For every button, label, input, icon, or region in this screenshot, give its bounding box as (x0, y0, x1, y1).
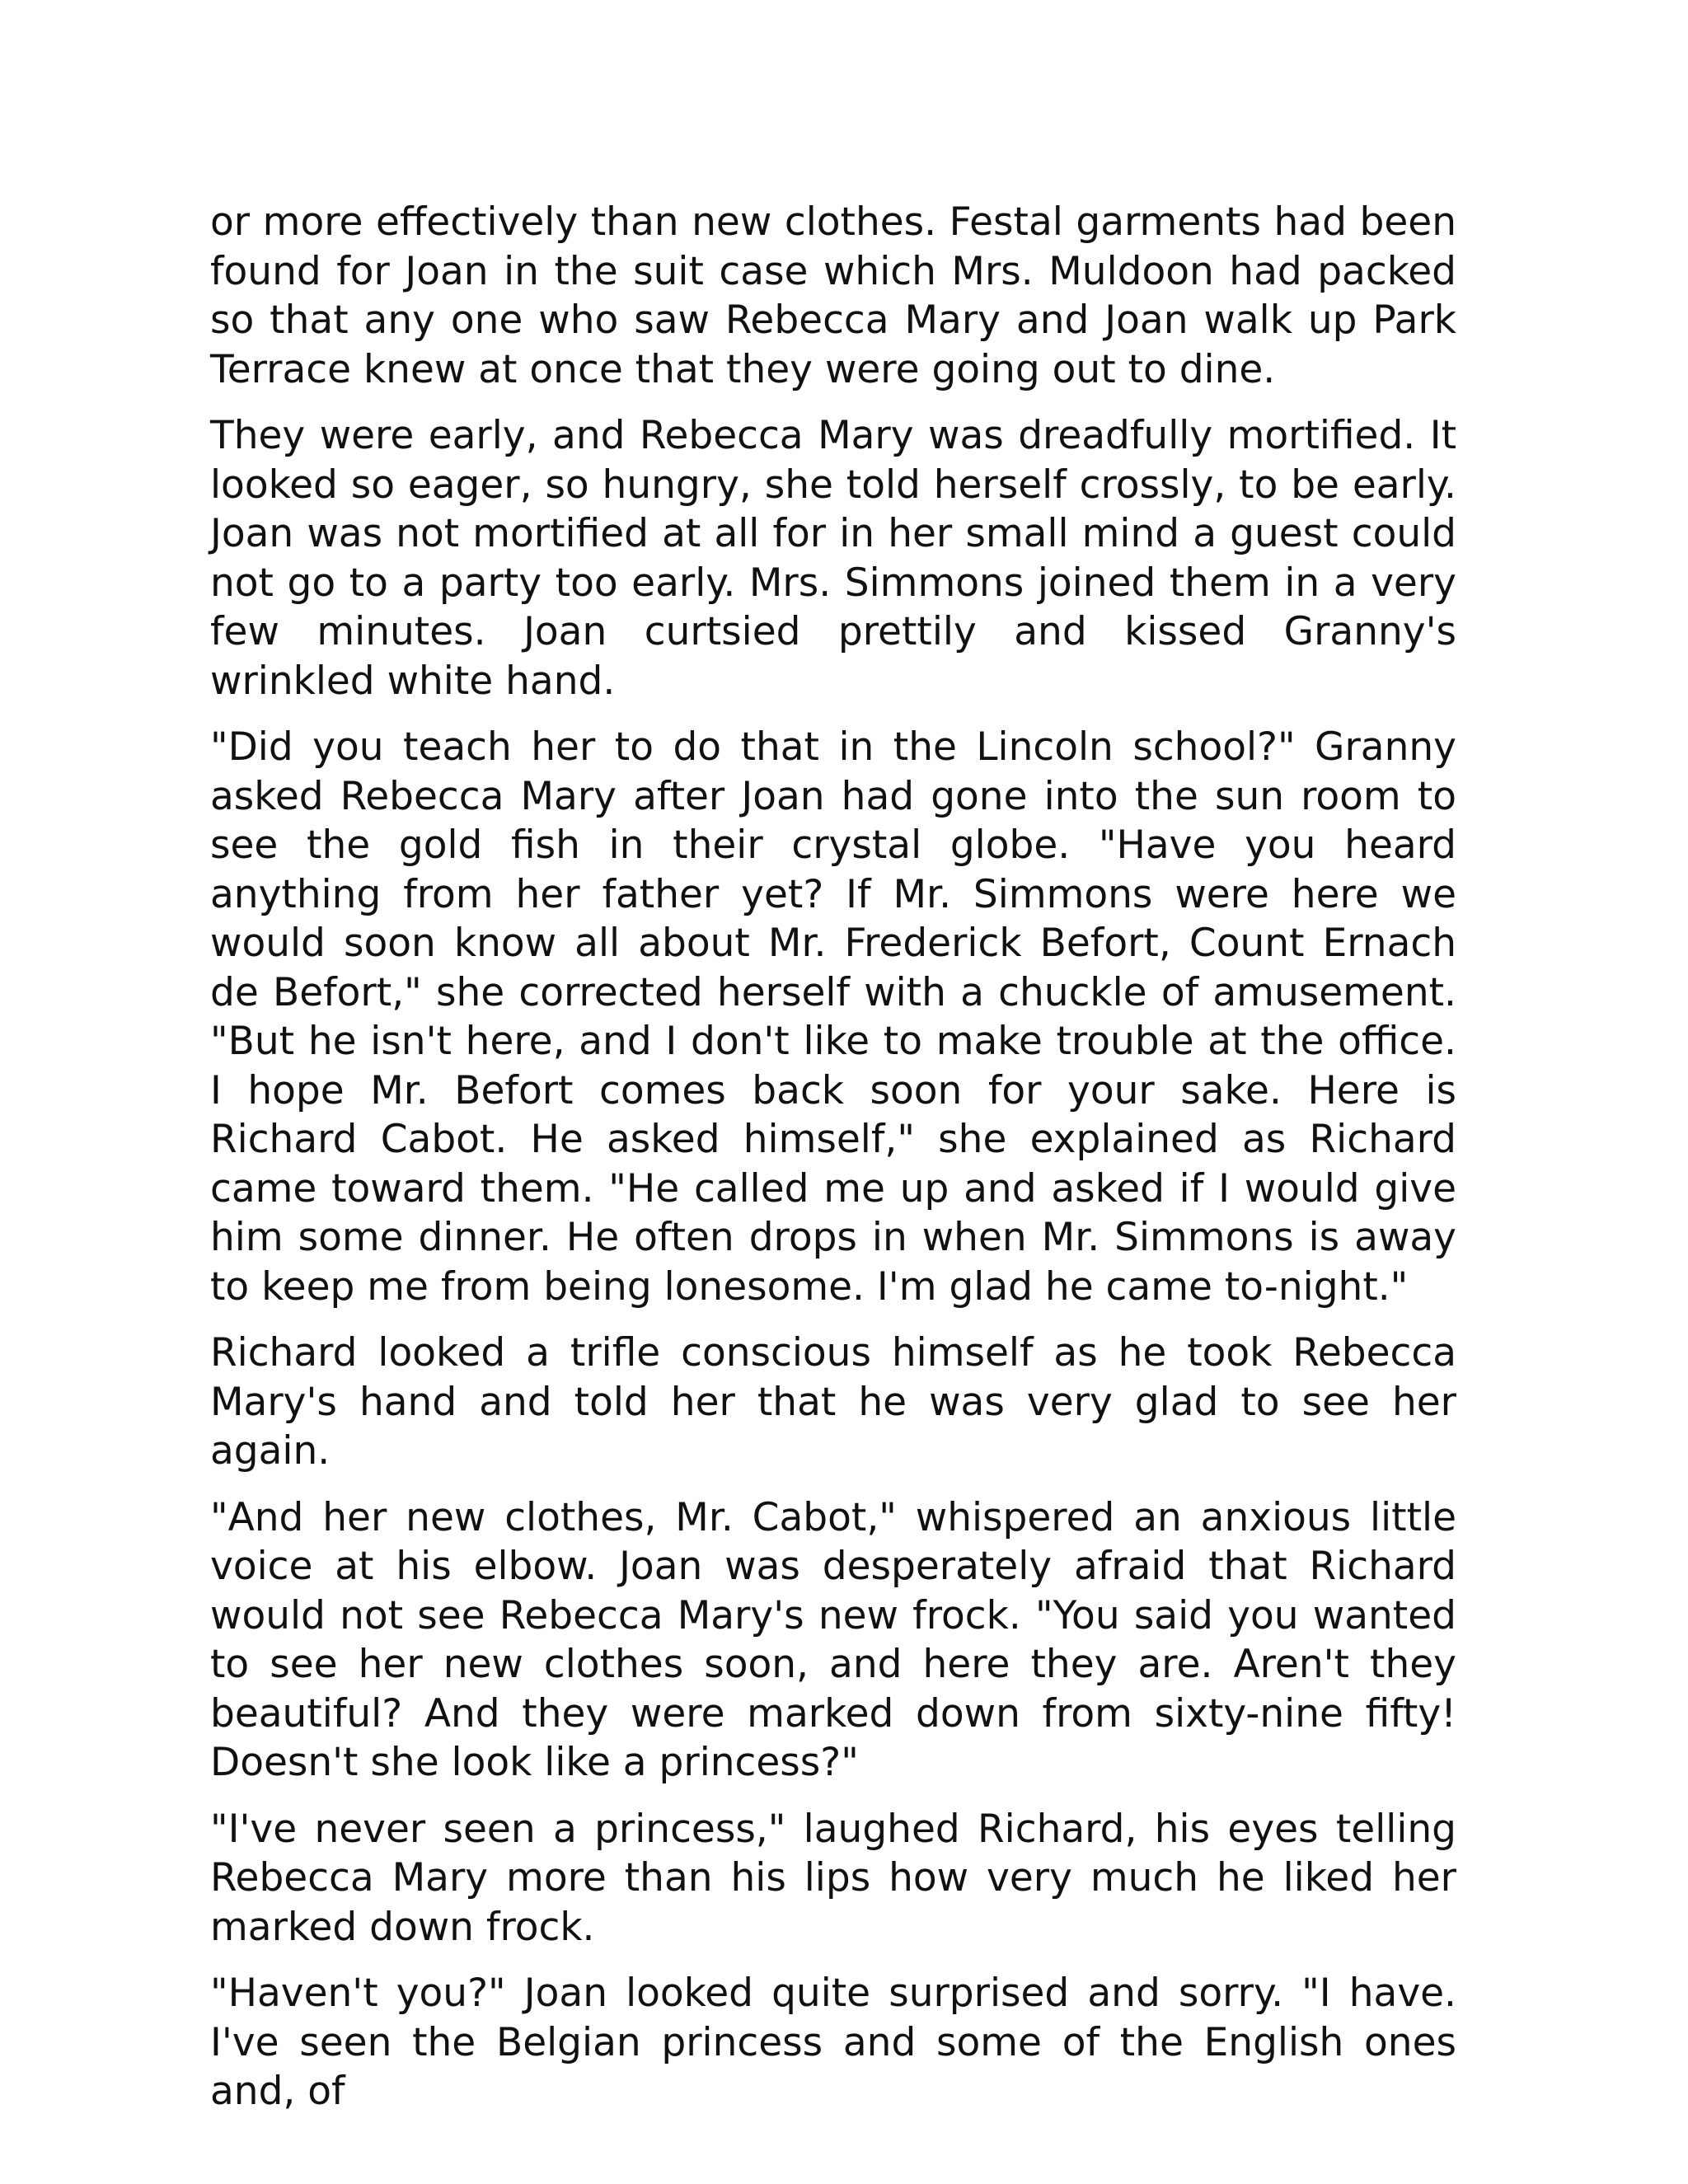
paragraph-2: They were early, and Rebecca Mary was dreadfully mortified. It looked so eager, so hungry, she told herself crossly, to be early. Joan was not mortified at all for in her small mind a guest could not go to a party too early. Mrs. Simmons joined them in a very few minutes. Joan curtsied prettily and kissed Granny's wrinkled white hand. (210, 413, 1456, 704)
paragraph-7: "Haven't you?" Joan looked quite surprised and sorry. "I have. I've seen the Belgian princess and some of the English ones and, of (210, 1971, 1456, 2114)
paragraph-4: Richard looked a trifle conscious himself as he took Rebecca Mary's hand and told her that he was very glad to see her again. (210, 1330, 1456, 1474)
paragraph-1: or more effectively than new clothes. Festal garments had been found for Joan in the suit case which Mrs. Muldoon had packed so that any one who saw Rebecca Mary and Joan walk up Park Terrace knew at once that they were going out to dine. (210, 199, 1456, 392)
paragraph-5: "And her new clothes, Mr. Cabot," whispered an anxious little voice at his elbow. Joan was desperately afraid that Richard would not see Rebecca Mary's new frock. "You said you wanted to see her new clothes soon, and here they are. Aren't they beautiful? And they were marked down from sixty-nine fifty! Doesn't she look like a princess?" (210, 1494, 1456, 1785)
paragraph-3: "Did you teach her to do that in the Lincoln school?" Granny asked Rebecca Mary after Joan had gone into the sun room to see the gold fish in their crystal globe. "Have you heard anything from her father yet? If Mr. Simmons were here we would soon know all about Mr. Frederick Befort, Count Ernach de Befort," she corrected herself with a chuckle of amusement. "But he isn't here, and I don't like to make trouble at the office. I hope Mr. Befort comes back soon for your sake. Here is Richard Cabot. He asked himself," she explained as Richard came toward them. "He called me up and asked if I would give him some dinner. He often drops in when Mr. Simmons is away to keep me from being lonesome. I'm glad he came to-night." (210, 724, 1456, 1310)
page-body (210, 198, 1456, 2116)
paragraph-6: "I've never seen a princess," laughed Richard, his eyes telling Rebecca Mary more than his lips how very much he liked her marked down frock. (210, 1806, 1456, 1950)
